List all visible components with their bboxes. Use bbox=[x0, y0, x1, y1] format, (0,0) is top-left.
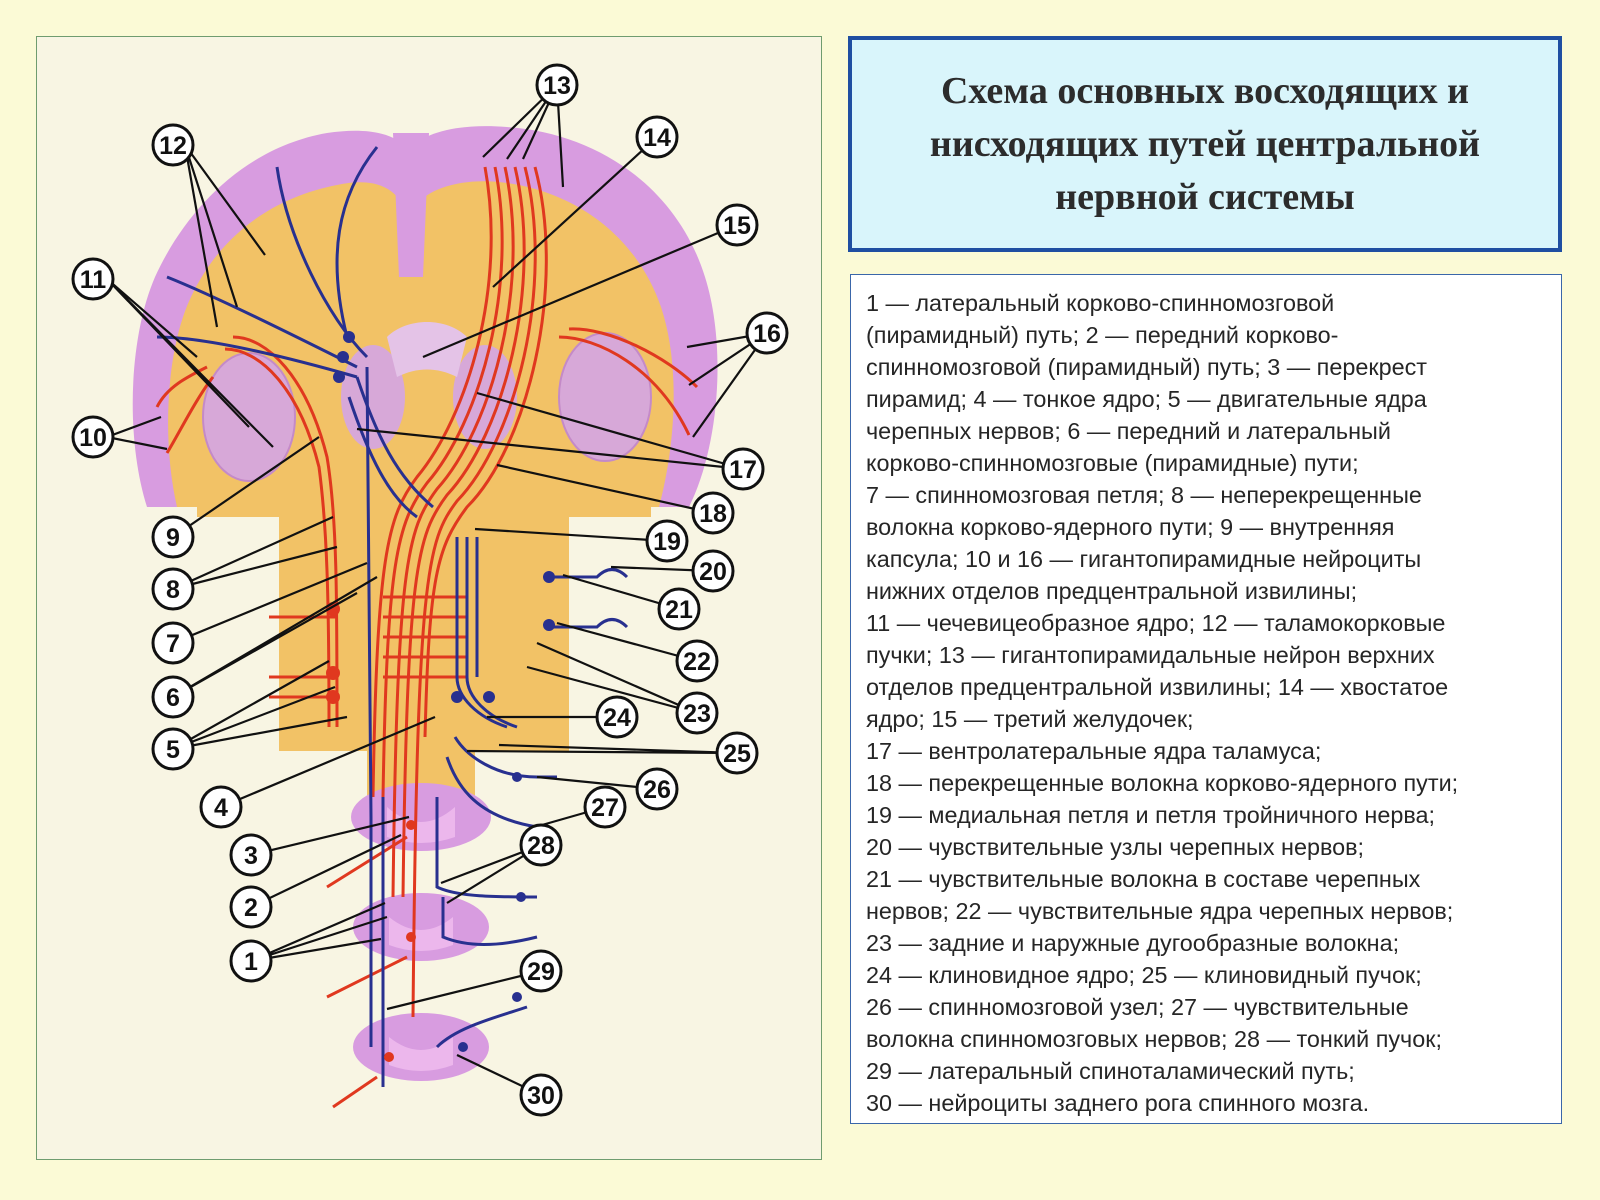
legend-line: нижних отделов предцентральной извилины; bbox=[866, 578, 1358, 604]
label-number: 6 bbox=[166, 684, 180, 712]
number-label-2 bbox=[231, 887, 271, 927]
number-label-27 bbox=[585, 787, 625, 827]
number-label-3 bbox=[231, 835, 271, 875]
number-label-17 bbox=[723, 449, 763, 489]
legend-line: отделов предцентральной извилины; 14 — хвостатое bbox=[866, 674, 1449, 700]
legend-line: пучки; 13 — гигантопирамидальные нейрон верхних bbox=[866, 642, 1435, 668]
legend-line: 21 — чувствительные волокна в составе черепных bbox=[866, 866, 1421, 892]
label-number: 12 bbox=[159, 132, 187, 160]
page-title: Схема основных восходящих и нисходящих путей центральной нервной системы bbox=[929, 69, 1481, 218]
legend-line: капсула; 10 и 16 — гигантопирамидные нейроциты bbox=[866, 546, 1422, 572]
label-number: 29 bbox=[527, 958, 555, 986]
number-label-5 bbox=[153, 729, 193, 769]
legend-line: спинномозговой (пирамидный) путь; 3 — перекрест bbox=[866, 354, 1428, 380]
label-number: 3 bbox=[244, 842, 258, 870]
label-number: 1 bbox=[244, 948, 258, 976]
number-label-1 bbox=[231, 941, 271, 981]
label-number: 15 bbox=[723, 212, 751, 240]
number-label-29 bbox=[521, 951, 561, 991]
legend-line: (пирамидный) путь; 2 — передний корково- bbox=[866, 322, 1339, 348]
third-ventricle bbox=[387, 322, 467, 377]
diagram-panel bbox=[36, 36, 822, 1160]
legend-line: 26 — спинномозговой узел; 27 — чувствительные bbox=[866, 994, 1409, 1020]
legend-line: 30 — нейроциты заднего рога спинного мозга. bbox=[866, 1090, 1370, 1116]
label-number: 4 bbox=[214, 794, 228, 822]
number-label-8 bbox=[153, 569, 193, 609]
legend-line: 19 — медиальная петля и петля тройничного нерва; bbox=[866, 802, 1436, 828]
legend-line: волокна спинномозговых нервов; 28 — тонкий пучок; bbox=[866, 1026, 1442, 1052]
label-number: 30 bbox=[527, 1082, 555, 1110]
label-number: 24 bbox=[603, 704, 631, 732]
legend-line: 20 — чувствительные узлы черепных нервов; bbox=[866, 834, 1365, 860]
label-number: 8 bbox=[166, 576, 180, 604]
number-label-24 bbox=[597, 697, 637, 737]
lentiform-nucleus-right bbox=[559, 333, 651, 461]
number-label-19 bbox=[647, 521, 687, 561]
number-label-14 bbox=[637, 117, 677, 157]
legend-line: пирамид; 4 — тонкое ядро; 5 — двигательные ядра bbox=[866, 386, 1427, 412]
number-label-4 bbox=[201, 787, 241, 827]
number-label-13 bbox=[537, 65, 577, 105]
label-number: 9 bbox=[166, 524, 180, 552]
label-number: 25 bbox=[723, 740, 751, 768]
number-label-7 bbox=[153, 623, 193, 663]
label-number: 5 bbox=[166, 736, 180, 764]
legend-line: 11 — чечевицеобразное ядро; 12 — таламокорковые bbox=[866, 610, 1446, 636]
label-number: 17 bbox=[729, 456, 757, 484]
label-number: 28 bbox=[527, 832, 555, 860]
number-label-25 bbox=[717, 733, 757, 773]
label-number: 27 bbox=[591, 794, 619, 822]
legend-line: корково-спинномозговые (пирамидные) пути; bbox=[866, 450, 1359, 476]
legend-line: ядро; 15 — третий желудочек; bbox=[866, 706, 1194, 732]
longitudinal-fissure bbox=[393, 133, 429, 277]
label-number: 21 bbox=[665, 596, 693, 624]
legend-line: 1 — латеральный корково-спинномозговой bbox=[866, 290, 1335, 316]
label-number: 26 bbox=[643, 776, 671, 804]
cns-pathways-diagram bbox=[37, 37, 823, 1161]
legend-line: 18 — перекрещенные волокна корково-ядерного пути; bbox=[866, 770, 1459, 796]
number-label-21 bbox=[659, 589, 699, 629]
legend-line: 24 — клиновидное ядро; 25 — клиновидный пучок; bbox=[866, 962, 1422, 988]
legend-line: волокна корково-ядерного пути; 9 — внутренняя bbox=[866, 514, 1395, 540]
number-label-15 bbox=[717, 205, 757, 245]
number-label-9 bbox=[153, 517, 193, 557]
label-number: 22 bbox=[683, 648, 711, 676]
legend-line: 29 — латеральный спиноталамический путь; bbox=[866, 1058, 1355, 1084]
label-number: 14 bbox=[643, 124, 671, 152]
number-label-23 bbox=[677, 693, 717, 733]
label-number: 2 bbox=[244, 894, 258, 922]
label-number: 11 bbox=[79, 266, 107, 294]
label-number: 20 bbox=[699, 558, 727, 586]
number-label-18 bbox=[693, 493, 733, 533]
legend-line: 23 — задние и наружные дугообразные волокна; bbox=[866, 930, 1400, 956]
legend-line: черепных нервов; 6 — передний и латеральный bbox=[866, 418, 1391, 444]
number-label-28 bbox=[521, 825, 561, 865]
title-box bbox=[848, 36, 1562, 252]
number-label-6 bbox=[153, 677, 193, 717]
number-label-26 bbox=[637, 769, 677, 809]
label-number: 16 bbox=[753, 320, 781, 348]
number-label-16 bbox=[747, 313, 787, 353]
legend-line: нервов; 22 — чувствительные ядра черепных нервов; bbox=[866, 898, 1454, 924]
label-number: 18 bbox=[699, 500, 727, 528]
number-label-20 bbox=[693, 551, 733, 591]
number-label-10 bbox=[73, 417, 113, 457]
label-number: 13 bbox=[543, 72, 571, 100]
legend-box bbox=[850, 274, 1562, 1124]
number-label-22 bbox=[677, 641, 717, 681]
number-label-30 bbox=[521, 1075, 561, 1115]
label-number: 23 bbox=[683, 700, 711, 728]
label-number: 19 bbox=[653, 528, 681, 556]
label-number: 10 bbox=[79, 424, 107, 452]
label-number: 7 bbox=[166, 630, 180, 658]
number-label-12 bbox=[153, 125, 193, 165]
legend-line: 7 — спинномозговая петля; 8 — неперекрещенные bbox=[866, 482, 1422, 508]
number-label-11 bbox=[73, 259, 113, 299]
legend-line: 17 — вентролатеральные ядра таламуса; bbox=[866, 738, 1322, 764]
